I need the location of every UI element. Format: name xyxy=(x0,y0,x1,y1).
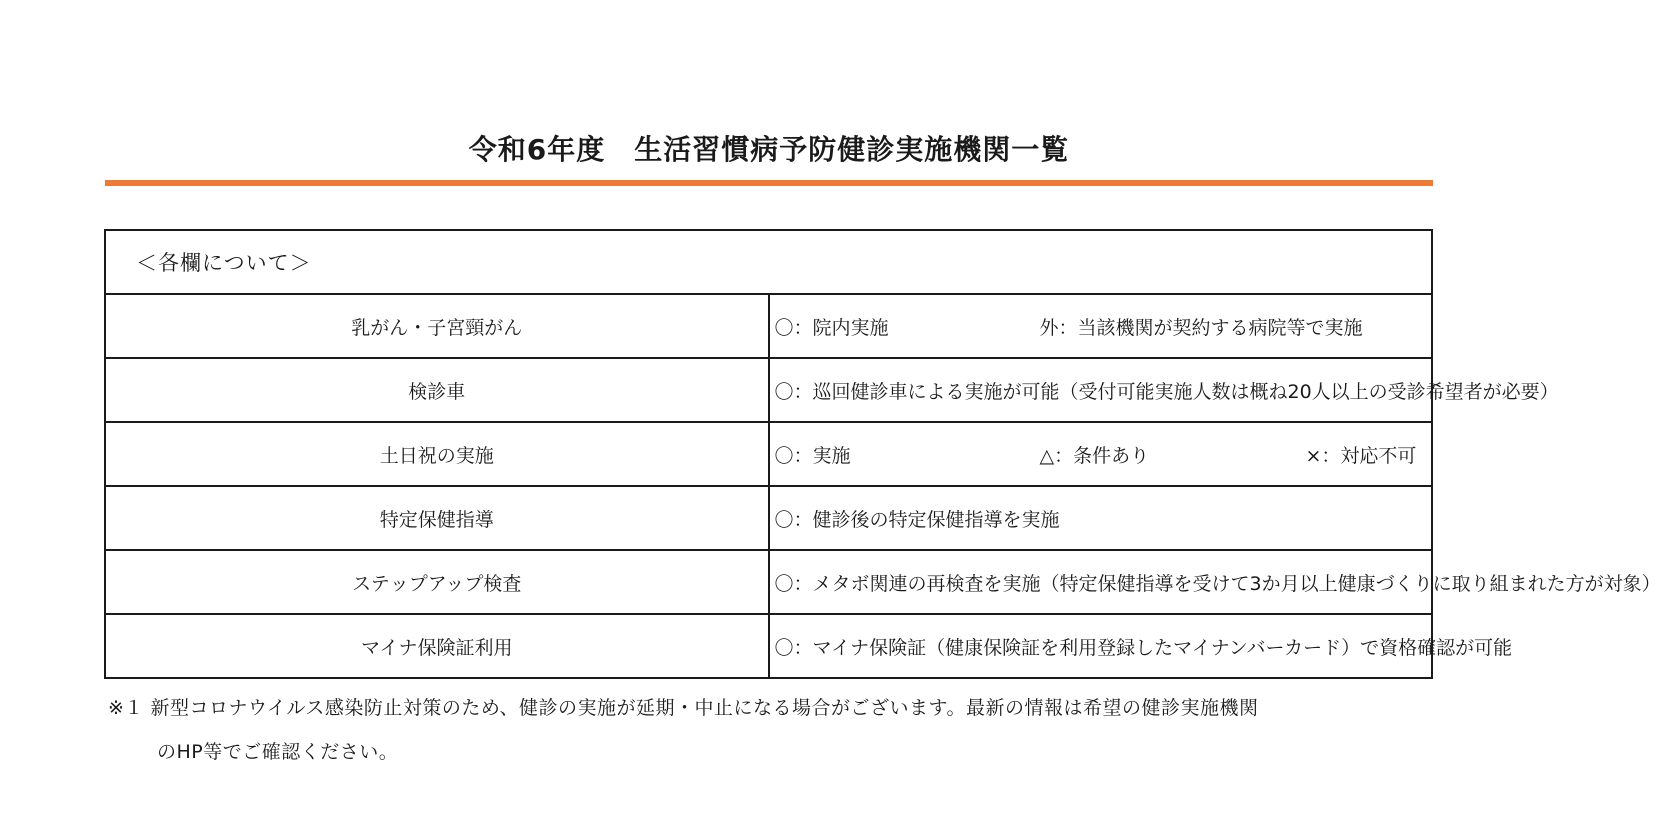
legend-heading: ＜各欄について＞ xyxy=(105,230,1432,294)
legend-row-breast-cervical xyxy=(105,294,1432,358)
legend-description xyxy=(769,550,1661,614)
legend-table xyxy=(104,229,1661,679)
legend-part: 〇：マイナ保険証（健康保険証を利用登録したマイナンバーカード）で資格確認が可能 xyxy=(774,636,1513,659)
legend-part: 〇：巡回健診車による実施が可能（受付可能実施人数は概ね20人以上の受診希望者が必要） xyxy=(774,380,1559,403)
legend-description xyxy=(769,294,1433,358)
legend-label: マイナ保険証利用 xyxy=(105,614,769,678)
legend-row-my-number-card xyxy=(105,614,1432,678)
legend-header-row xyxy=(105,230,1432,294)
legend-row-specific-guidance xyxy=(105,486,1432,550)
legend-part: 〇：実施 xyxy=(774,444,851,467)
legend-row-mobile-unit xyxy=(105,358,1432,422)
legend-label: 検診車 xyxy=(105,358,769,422)
legend-description xyxy=(769,422,1433,486)
legend-part: 〇：メタボ関連の再検査を実施（特定保健指導を受けて3か月以上健康づくりに取り組まれた方が対象） xyxy=(774,572,1661,595)
legend-part: 〇：院内実施 xyxy=(774,316,889,339)
legend-part: 外：当該機関が契約する病院等で実施 xyxy=(1039,316,1363,339)
legend-part: △：条件あり xyxy=(1039,444,1150,467)
legend-label: ステップアップ検査 xyxy=(105,550,769,614)
legend-row-stepup-test xyxy=(105,550,1432,614)
legend-description xyxy=(769,614,1513,678)
legend-label: 特定保健指導 xyxy=(105,486,769,550)
legend-description xyxy=(769,486,1433,550)
footnote-line-2: のHP等でご確認ください。 xyxy=(157,741,399,763)
legend-part: ×：対応不可 xyxy=(1305,444,1417,467)
legend-description xyxy=(769,358,1559,422)
page-title: 令和6年度 生活習慣病予防健診実施機関一覧 xyxy=(468,133,1070,166)
legend-part: 〇：健診後の特定保健指導を実施 xyxy=(774,508,1060,531)
legend-label: 乳がん・子宮頸がん xyxy=(105,294,769,358)
legend-row-weekend xyxy=(105,422,1432,486)
legend-label: 土日祝の実施 xyxy=(105,422,769,486)
footnote-line-1: ※１ 新型コロナウイルス感染防止対策のため、健診の実施が延期・中止になる場合がございます。最新の情報は希望の健診実施機関 xyxy=(108,697,1259,719)
title-underline xyxy=(105,180,1433,186)
